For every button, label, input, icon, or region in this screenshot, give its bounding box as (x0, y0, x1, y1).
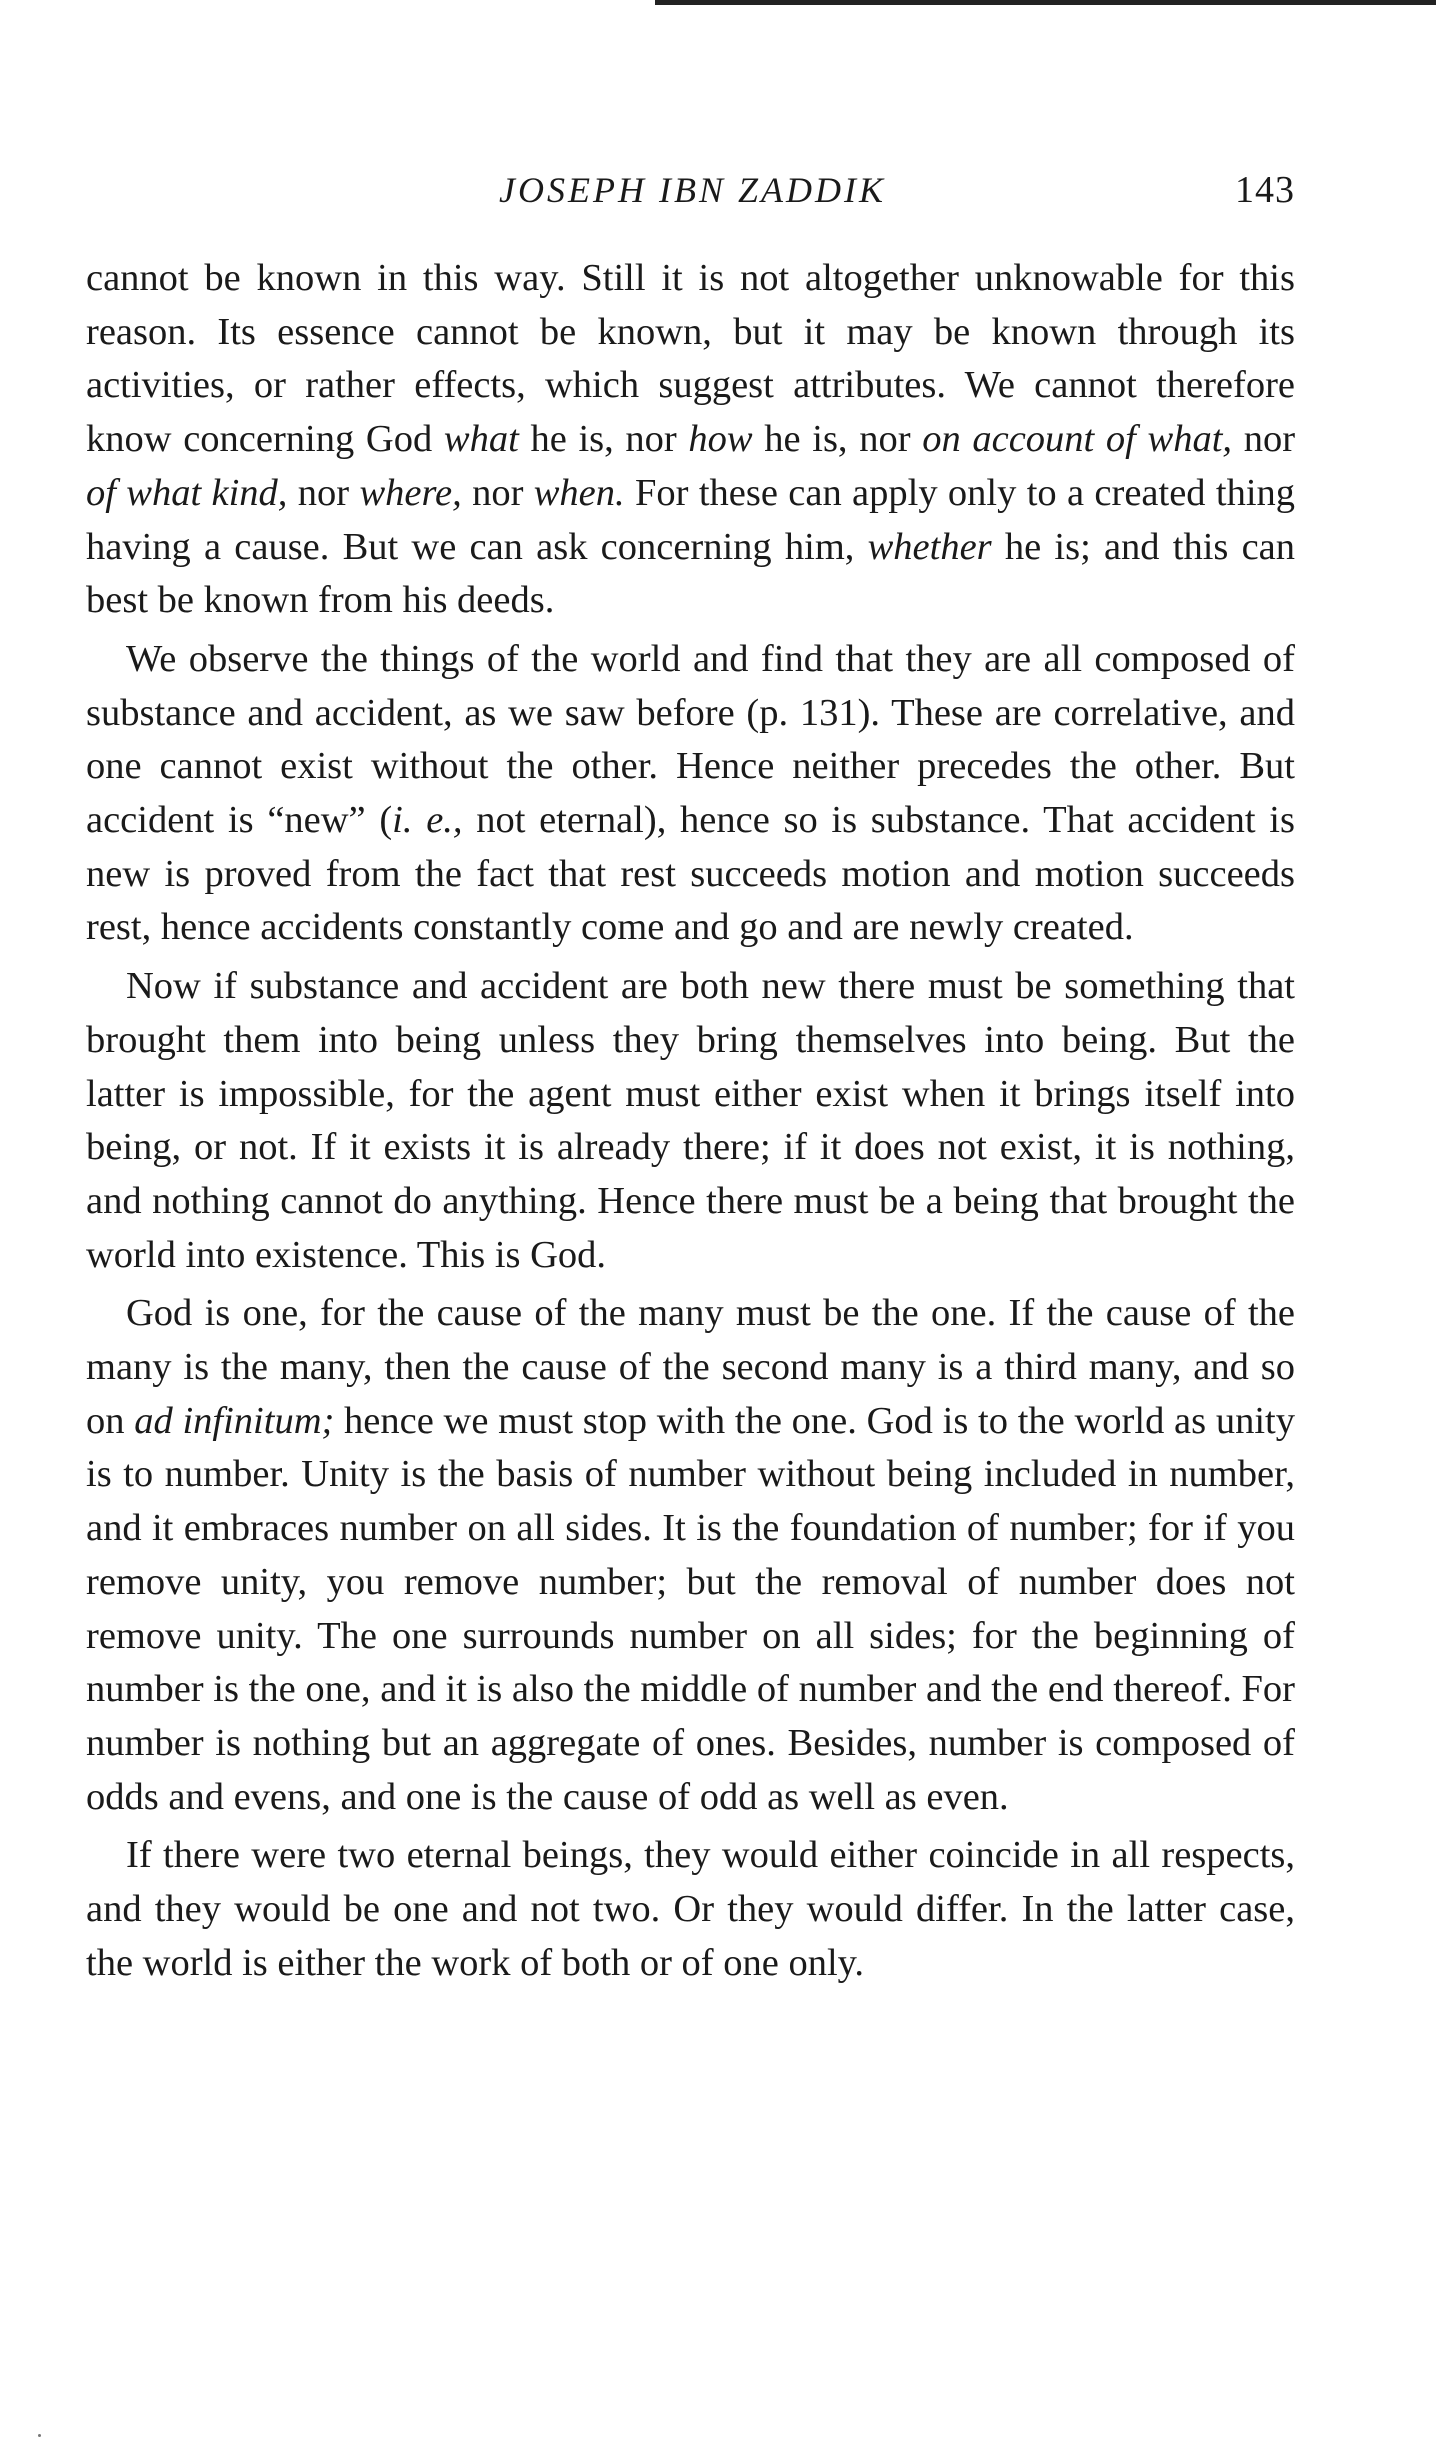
italic-term: of what kind, (86, 471, 288, 514)
text-run: For these can apply only to a created thing having a cause. But we can ask concerning him, (86, 471, 1296, 568)
italic-term: on account of what, (922, 418, 1233, 461)
text-run: nor (461, 471, 534, 514)
text-run: nor (287, 471, 360, 514)
text-run: hence we must stop with the one. God is to the world as unity is to number. Unity is the basis of number without being included in number, and it embraces number on all sides. It is the foundation of number; for if you remove unity, you remove number; but the removal of number does not remove unity. The one surrounds number on all sides; for the beginning of number is the one, and it is also the middle of number and the end thereof. For number is nothing but an aggregate of ones. Besides, number is composed of odds and evens, and one is the cause of odd as well as even. (86, 1399, 1295, 1818)
italic-term: ad infinitum; (134, 1399, 335, 1442)
text-run: not eternal), hence so is substance. That accident is new is proved from the fact that rest succeeds motion and motion succeeds rest, hence accidents constantly come and go and are newly created. (86, 799, 1295, 949)
page-number: 143 (1235, 169, 1295, 211)
text-run: God is one, for the cause of the many must be the one. If the cause of the many is the many, then the cause of the second many is a third many, and so on (86, 1292, 1295, 1442)
italic-term: whether (867, 525, 992, 568)
paragraph-3: Now if substance and accident are both new there must be something that brought them into being unless they bring themselves into being. But the latter is impossible, for the agent must either exist when it brings itself into being, or not. If it exists it is already there; if it does not exist, it is nothing, and nothing cannot do anything. Hence there must be a being that brought the world into existence. This is God. (86, 965, 1295, 1276)
paragraph-1 (86, 252, 1295, 628)
text-run: cannot be known in this way. Still it is not altogether unknowable for this reason. Its essence cannot be known, but it may be known through its activities, or rather effects, which suggest attributes. We cannot therefore know concerning God (86, 257, 1295, 461)
paragraph-4 (86, 1287, 1295, 1824)
text-run: he is, nor (752, 418, 923, 461)
text-run: nor (1232, 418, 1296, 461)
top-edge-rule (655, 0, 1436, 5)
text-run: he is, nor (518, 418, 689, 461)
italic-term: how (688, 418, 753, 461)
italic-term: i. e., (392, 799, 463, 842)
margin-speck (38, 2434, 41, 2437)
paragraph-2 (86, 633, 1295, 955)
text-run: We observe the things of the world and find that they are all composed of substance and accident, as we saw before (p. 131). These are correlative, and one cannot exist without the other. Hence neither precedes the other. But accident is “new” ( (86, 637, 1295, 842)
paragraph-5: If there were two eternal beings, they would either coincide in all respects, and they would be one and not two. Or they would differ. In the latter case, the world is either the work of both or of one only. (86, 1834, 1295, 1984)
italic-term: what (443, 418, 519, 461)
running-title: JOSEPH IBN ZADDIK (499, 170, 886, 210)
body-text (86, 252, 1295, 1991)
italic-term: where, (359, 471, 462, 514)
running-head (90, 160, 1295, 220)
text-run: he is; and this can best be known from his deeds. (86, 525, 1296, 622)
italic-term: when. (533, 471, 625, 514)
